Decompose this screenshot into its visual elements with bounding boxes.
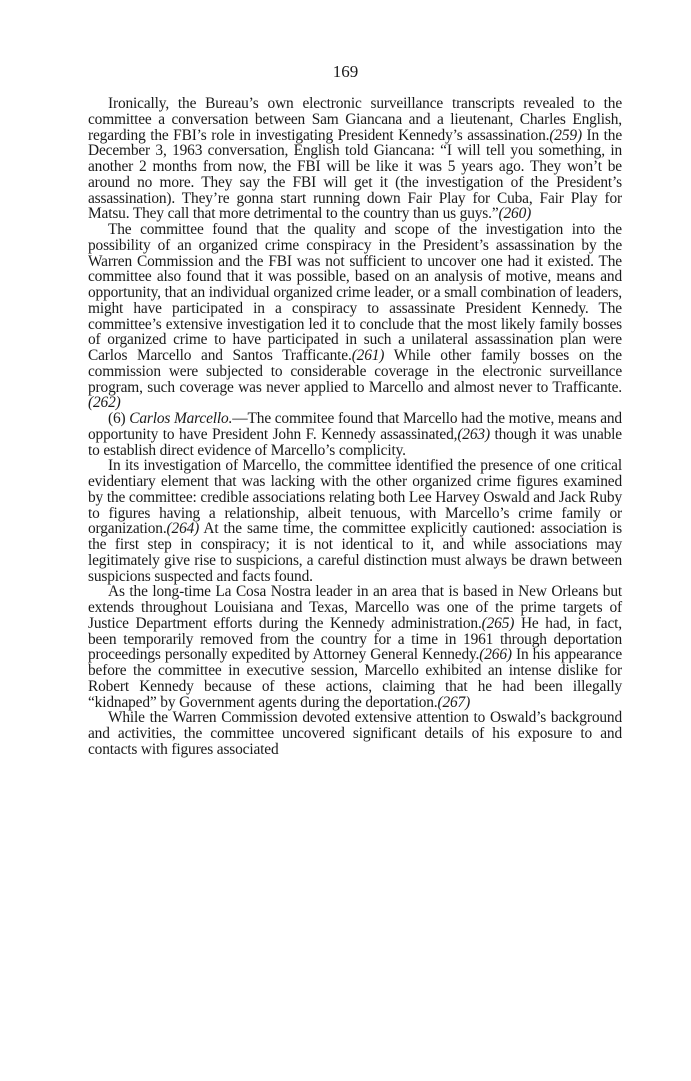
paragraph <box>88 710 622 757</box>
text-segment: In its investigation of Marcello, the committee identified the presence of one critical evidentiary element that was lacking with the other organized crime figures examined by the committee: credible associations relating both Lee Harvey Oswald and Jack Ruby to figures having a relationship, albeit tenuous, with Marcello’s crime family or organization. <box>88 457 622 538</box>
italic-text-segment: Carlos Marcello. <box>129 410 233 427</box>
text-segment: though it was unable to establish direct evidence of Marcello’s complicity. <box>88 425 622 459</box>
text-segment: In the December 3, 1963 conversation, English told Giancana: “I will tell you something, in another 2 months from now, the FBI will be like it was 5 years ago. They won’t be around no more. They say the FBI will get it (the investigation of the President’s assassination). They’re gonna start running down Fair Play for Cuba, Fair Play for Matsu. They call that more detrimental to the country than us guys.” <box>88 126 622 223</box>
paragraph <box>88 584 622 710</box>
page-number: 169 <box>332 62 359 81</box>
paragraph <box>88 458 622 584</box>
italic-text-segment: (259) <box>549 126 582 144</box>
body-text <box>88 96 622 758</box>
text-segment: As the long-time La Cosa Nostra leader in an area that is based in New Orleans but extends throughout Louisiana and Texas, Marcello was one of the prime targets of Justice Department efforts during the Kennedy administration. <box>88 583 622 632</box>
italic-text-segment: (261) <box>351 347 385 364</box>
paragraph <box>88 222 622 411</box>
text-segment: The committee found that the quality and scope of the investigation into the possibility of an organized crime conspiracy in the President’s assassination by the Warren Commission and the FBI was not sufficient to uncover one had it existed. The committee also found that it was possible, based on an analysis of motive, means and opportunity, that an individual organized crime leader, or a small combination of leaders, might have participated in a conspiracy to assassinate President Kennedy. The committee’s extensive investigation led it to conclude that the most likely family bosses of organized crime to have participated in such a unilateral assassination plan were Carlos Marcello and Santos Trafficante. <box>88 221 622 364</box>
italic-text-segment: (267) <box>437 693 471 711</box>
italic-text-segment: (260) <box>498 205 532 223</box>
text-segment: He had, in fact, been temporarily removed from the country for a time in 1961 through deportation proceedings personally expedited by Attorney General Kennedy. <box>88 614 622 664</box>
text-segment: While the Warren Commission devoted extensive attention to Oswald’s background and activities, the committee uncovered significant details of his exposure to and contacts with figures associated <box>88 709 622 758</box>
paragraph <box>88 411 622 458</box>
text-segment: In his appearance before the committee in executive session, Marcello exhibited an intense dislike for Robert Kennedy because of these actions, claiming that he had been illegally “kidnaped” by Government agents during the deportation. <box>88 646 622 711</box>
text-segment: At the same time, the committee explicitly cautioned: association is the first step in conspiracy; it is not identical to it, and while associations may legitimately give rise to suspicions, a careful distinction must always be drawn between suspicions suspected and facts found. <box>88 520 622 585</box>
italic-text-segment: (263) <box>457 425 490 443</box>
italic-text-segment: (266) <box>479 646 512 664</box>
text-segment: Ironically, the Bureau’s own electronic surveillance transcripts revealed to the committee a conversation between Sam Giancana and a lieutenant, Charles English, regarding the FBI’s role in investigating President Kennedy’s assassination. <box>88 95 622 144</box>
text-segment: While other family bosses on the commission were subjected to considerable coverage in the electronic surveillance program, such coverage was never applied to Marcello and almost never to Trafficante. <box>88 347 622 396</box>
text-segment: —The commitee found that Marcello had the motive, means and opportunity to have President John F. Kennedy assassinated, <box>88 410 622 443</box>
text-segment: (6) <box>108 410 130 427</box>
italic-text-segment: (264) <box>166 520 200 538</box>
paragraph <box>88 96 622 222</box>
italic-text-segment: (262) <box>88 394 121 412</box>
italic-text-segment: (265) <box>481 614 515 632</box>
